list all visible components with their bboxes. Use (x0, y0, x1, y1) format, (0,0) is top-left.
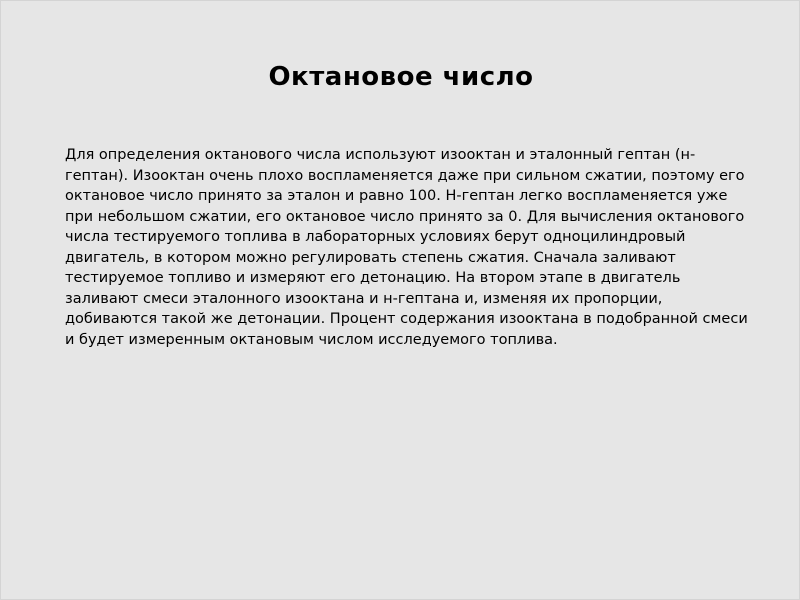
slide-body-text: Для определения октанового числа используют изооктан и эталонный гептан (н-гептан). Изооктан очень плохо воспламеняется даже при сильном сжатии, поэтому его октановое число принято за эталон и равно 100. Н-гептан легко воспламеняется уже при небольшом сжатии, его октановое число принято за 0. Для вычисления октанового числа тестируемого топлива в лабораторных условиях берут одноцилиндровый двигатель, в котором можно регулировать степень сжатия. Сначала заливают тестируемое топливо и измеряют его детонацию. На втором этапе в двигатель заливают смеси эталонного изооктана и н-гептана и, изменяя их пропорции, добиваются такой же детонации. Процент содержания изооктана в подобранной смеси и будет измеренным октановым числом исследуемого топлива. (65, 147, 748, 348)
slide-title: Октановое число (268, 62, 534, 92)
